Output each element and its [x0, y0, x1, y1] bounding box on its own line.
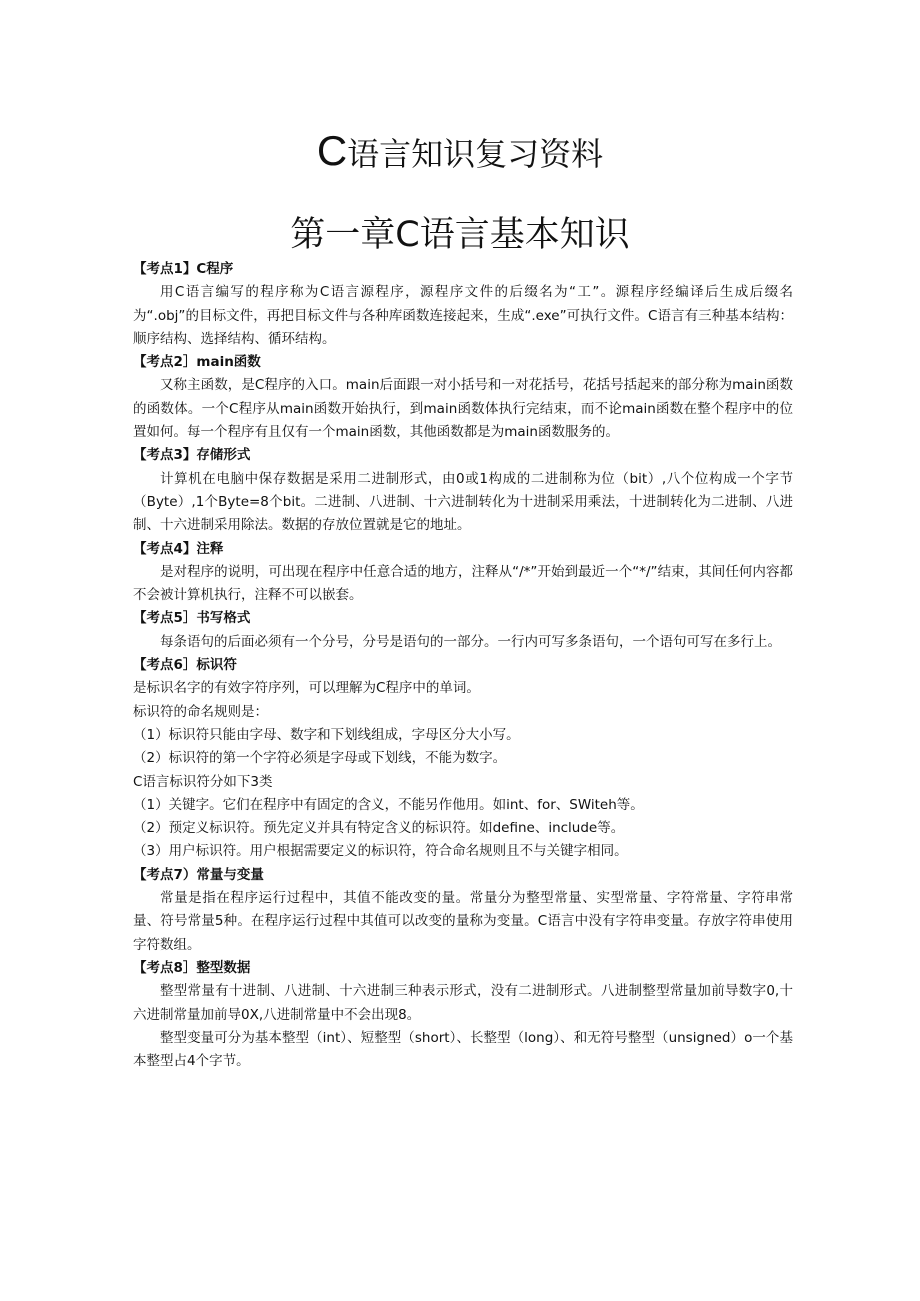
- section-paragraph-8a: 整型常量有十进制、八进制、十六进制三种表示形式，没有二进制形式。八进制整型常量加前导数字0,十六进制常量加前导0X,八进制常量中不会出现8。: [133, 983, 793, 1023]
- document-title: [0, 128, 920, 177]
- identifier-class-3: （3）用户标识符。用户根据需要定义的标识符，符合命名规则且不与关键字相同。: [133, 843, 628, 860]
- identifier-class-2: （2）预定义标识符。预先定义并具有特定含义的标识符。如define、include等。: [133, 820, 625, 837]
- identifier-class-1: （1）关键字。它们在程序中有固定的含义，不能另作他用。如int、for、SWiteh等。: [133, 796, 644, 813]
- document-title-c: C: [316, 127, 348, 174]
- section-heading-4: 【考点4】注释: [133, 540, 224, 557]
- section-heading-7: 【考点7）常量与变量: [133, 866, 264, 883]
- section-heading-5: 【考点5］书写格式: [133, 610, 251, 627]
- section-paragraph-7: 常量是指在程序运行过程中，其值不能改变的量。常量分为整型常量、实型常量、字符常量、字符串常量、符号常量5种。在程序运行过程中其值可以改变的量称为变量。C语言中没有字符串变量。存放字符串使用字符数组。: [133, 890, 793, 953]
- section-paragraph-3: 计算机在电脑中保存数据是采用二进制形式，由0或1构成的二进制称为位（bit）,八个位构成一个字节（Byte）,1个Byte=8个bit。二进制、八进制、十六进制转化为十进制采用乘法，十进制转化为二进制、八进制、十六进制采用除法。数据的存放位置就是它的地址。: [133, 470, 793, 534]
- document-body: [133, 258, 793, 1073]
- identifier-definition-line: 是标识名字的有效字符序列，可以理解为C程序中的单词。: [133, 680, 480, 697]
- section-heading-1: 【考点1】C程序: [133, 261, 234, 277]
- identifier-rules-intro-line: 标识符的命名规则是：: [133, 703, 268, 720]
- section-paragraph-2: 又称主函数，是C程序的入口。main后面跟一对小括号和一对花括号，花括号括起来的部分称为main函数的函数体。一个C程序从main函数开始执行，到main函数体执行完结束，而不论main函数在整个程序中的位置如何。每一个程序有且仅有一个main函数，其他函数都是为main函数服务的。: [133, 377, 793, 441]
- section-paragraph-8b: 整型变量可分为基本整型（int）、短整型（short）、长整型（long）、和无符号整型（unsigned）o一个基本整型占4个字节。: [133, 1029, 793, 1070]
- section-heading-8: 【考点8］整型数据: [133, 959, 251, 976]
- section-heading-2: 【考点2］main函数: [133, 354, 261, 371]
- section-paragraph-1: 用C语言编写的程序称为C语言源程序，源程序文件的后缀名为“工”。源程序经编译后生成后缀名为“.obj”的目标文件，再把目标文件与各种库函数连接起来，生成“.exe”可执行文件。C语言有三种基本结构：顺序结构、选择结构、循环结构。: [133, 284, 793, 347]
- section-paragraph-5: 每条语句的后面必须有一个分号，分号是语句的一部分。一行内可写多条语句，一个语句可写在多行上。: [160, 633, 781, 650]
- section-heading-6: 【考点6］标识符: [133, 657, 237, 674]
- section-heading-3: 【考点3】存储形式: [133, 447, 251, 464]
- chapter-title: 第一章C语言基本知识: [290, 215, 630, 255]
- identifier-classes-intro-line: C语言标识符分如下3类: [133, 773, 273, 790]
- identifier-rule-2: （2）标识符的第一个字符必须是字母或下划线，不能为数字。: [133, 750, 507, 767]
- section-paragraph-4: 是对程序的说明，可出现在程序中任意合适的地方，注释从“/*”开始到最近一个“*/”结束，其间任何内容都不会被计算机执行，注释不可以嵌套。: [133, 563, 793, 604]
- identifier-rule-1: （1）标识符只能由字母、数字和下划线组成，字母区分大小写。: [133, 726, 520, 743]
- document-title-rest: 语言知识复习资料: [347, 135, 604, 173]
